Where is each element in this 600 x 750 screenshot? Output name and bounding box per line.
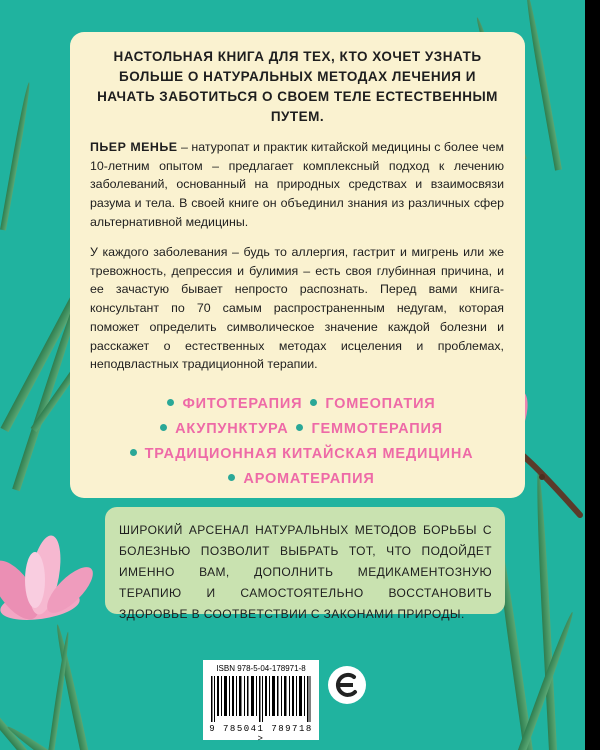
bullet-dot xyxy=(310,399,317,406)
barcode xyxy=(203,660,319,744)
page-edge xyxy=(585,0,600,750)
bullet-dot xyxy=(228,474,235,481)
methods-row-2 xyxy=(80,421,515,437)
barcode-bars-icon xyxy=(211,676,311,722)
method-item: АРОМАТЕРАПИЯ xyxy=(243,471,375,487)
description-paragraph: У каждого заболевания – будь то аллергия, гастрит и мигрень или же тревожность, депрессия и булимия – есть своя глубинная причина, и ее зачастую бывает непросто распознать. Перед вами книга-консультант по 70 самым распространенным недугам, которая поможет определить символическое значение каждой болезни и расскажет о естественных методах исцеления и проблемах, неподвластных традиционной терапии. xyxy=(90,245,504,372)
method-item: ГЕММОТЕРАПИЯ xyxy=(311,421,443,437)
eksmo-logo-icon xyxy=(327,665,367,705)
bullet-dot xyxy=(167,399,174,406)
methods-row-4 xyxy=(80,471,515,487)
bullet-dot xyxy=(160,424,167,431)
author-description: – натуропат и практик китайской медицины с более чем 10-летним опытом – предлагает комплексный подход к лечению заболеваний, основанный на природных средствах и взаимосвязи разума и тела. В своей книге он объединил знания из различных сфер альтернативной медицины. xyxy=(90,140,504,229)
methods-row-1 xyxy=(80,396,515,412)
bullet-dot xyxy=(296,424,303,431)
author-paragraph xyxy=(90,138,504,232)
barcode-number: 9 785041 789718 > xyxy=(209,724,313,744)
headline: НАСТОЛЬНАЯ КНИГА ДЛЯ ТЕХ, КТО ХОЧЕТ УЗНАТЬ БОЛЬШЕ О НАТУРАЛЬНЫХ МЕТОДАХ ЛЕЧЕНИЯ И НАЧАТЬ ЗАБОТИТЬСЯ О СВОЕМ ТЕЛЕ ЕСТЕСТВЕННЫМ ПУТЕМ. xyxy=(97,49,498,124)
author-name: ПЬЕР МЕНЬЕ xyxy=(90,140,178,154)
lotus-flower-left-icon xyxy=(0,520,110,630)
bullet-dot xyxy=(130,449,137,456)
method-item: ФИТОТЕРАПИЯ xyxy=(182,396,303,412)
method-item: ГОМЕОПАТИЯ xyxy=(325,396,436,412)
summary-text: ШИРОКИЙ АРСЕНАЛ НАТУРАЛЬНЫХ МЕТОДОВ БОРЬБЫ С БОЛЕЗНЬЮ ПОЗВОЛИТ ВЫБРАТЬ ТОТ, ЧТО ПОДОЙДЕТ ИМЕННО ВАМ, ДОПОЛНИТЬ МЕДИКАМЕНТОЗНУЮ ТЕРАПИЮ И САМОСТОЯТЕЛЬНО ВОССТАНОВИТЬ ЗДОРОВЬЕ В СООТВЕТСТВИИ С ЗАКОНАМИ ПРИРОДЫ. xyxy=(119,523,492,621)
isbn-label: ISBN 978-5-04-178971-8 xyxy=(216,664,306,673)
methods-row-3 xyxy=(80,446,515,462)
method-item: ТРАДИЦИОННАЯ КИТАЙСКАЯ МЕДИЦИНА xyxy=(144,446,474,462)
method-item: АКУПУНКТУРА xyxy=(175,421,289,437)
